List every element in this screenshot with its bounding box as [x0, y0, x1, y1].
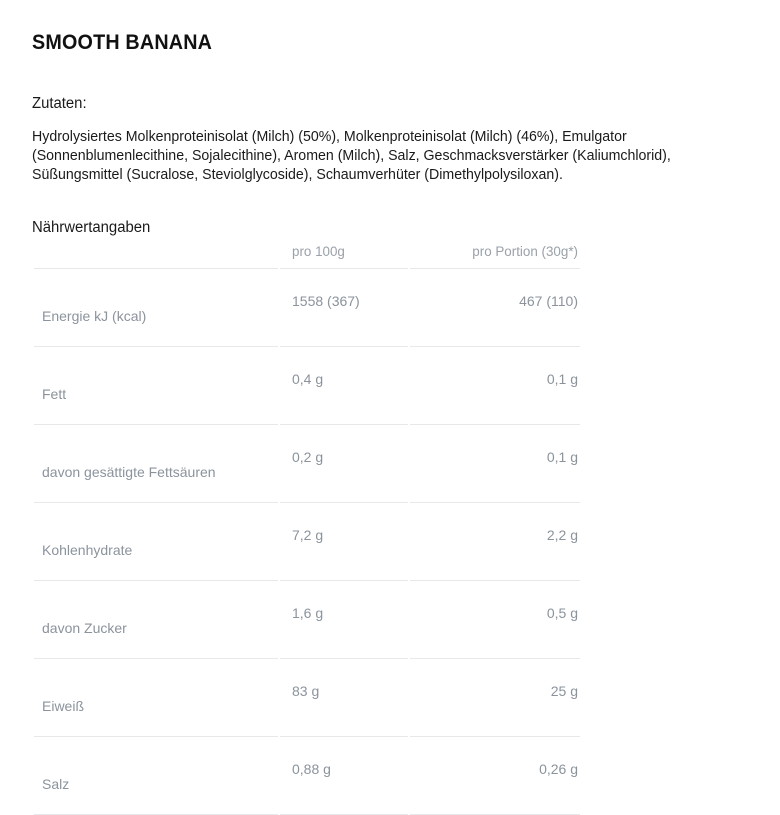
nutrient-value-per-portion: 2,2 g [410, 502, 580, 580]
nutrient-value-per-100g: 83 g [280, 658, 408, 736]
table-row [34, 268, 580, 346]
nutrient-label: Fett [34, 346, 278, 424]
table-header-row [34, 244, 580, 268]
nutrient-label: Energie kJ (kcal) [34, 268, 278, 346]
page-title: SMOOTH BANANA [32, 31, 213, 54]
nutrition-table [32, 244, 582, 815]
table-row [34, 580, 580, 658]
nutrient-value-per-portion: 0,5 g [410, 580, 580, 658]
nutrient-value-per-100g: 1558 (367) [280, 268, 408, 346]
nutrient-value-per-100g: 0,88 g [280, 736, 408, 815]
column-header-per-portion: pro Portion (30g*) [472, 244, 578, 259]
nutrient-value-per-100g: 0,2 g [280, 424, 408, 502]
nutrition-table-header [34, 244, 580, 268]
ingredients-heading: Zutaten: [32, 95, 87, 112]
table-row [34, 346, 580, 424]
nutrition-heading: Nährwertangaben [32, 219, 151, 236]
nutrient-label: davon Zucker [34, 580, 278, 658]
nutrient-value-per-portion: 0,1 g [410, 346, 580, 424]
nutrient-label: Kohlenhydrate [34, 502, 278, 580]
nutrient-value-per-100g: 0,4 g [280, 346, 408, 424]
nutrient-value-per-100g: 1,6 g [280, 580, 408, 658]
nutrient-value-per-portion: 0,26 g [410, 736, 580, 815]
column-header-per-100g: pro 100g [292, 244, 345, 259]
nutrient-label: davon gesättigte Fettsäuren [34, 424, 278, 502]
nutrient-label: Eiweiß [34, 658, 278, 736]
column-header-nutrient [34, 244, 278, 268]
nutrient-value-per-portion: 0,1 g [410, 424, 580, 502]
table-row [34, 502, 580, 580]
nutrient-label: Salz [34, 736, 278, 815]
table-row [34, 658, 580, 736]
nutrient-value-per-100g: 7,2 g [280, 502, 408, 580]
table-row [34, 736, 580, 815]
ingredients-text: Hydrolysiertes Molkenproteinisolat (Milch) (50%), Molkenproteinisolat (Milch) (46%), Emulgator (Sonnenblumenlecithine, Sojalecithine), Aromen (Milch), Salz, Geschmacksverstärker (Kaliumchlorid), Süßungsmittel (Sucralose, Steviolglycoside), Schaumverhüter (Dimethylpolysiloxan). [32, 129, 671, 183]
nutrient-value-per-portion: 467 (110) [410, 268, 580, 346]
nutrient-value-per-portion: 25 g [410, 658, 580, 736]
table-row [34, 424, 580, 502]
